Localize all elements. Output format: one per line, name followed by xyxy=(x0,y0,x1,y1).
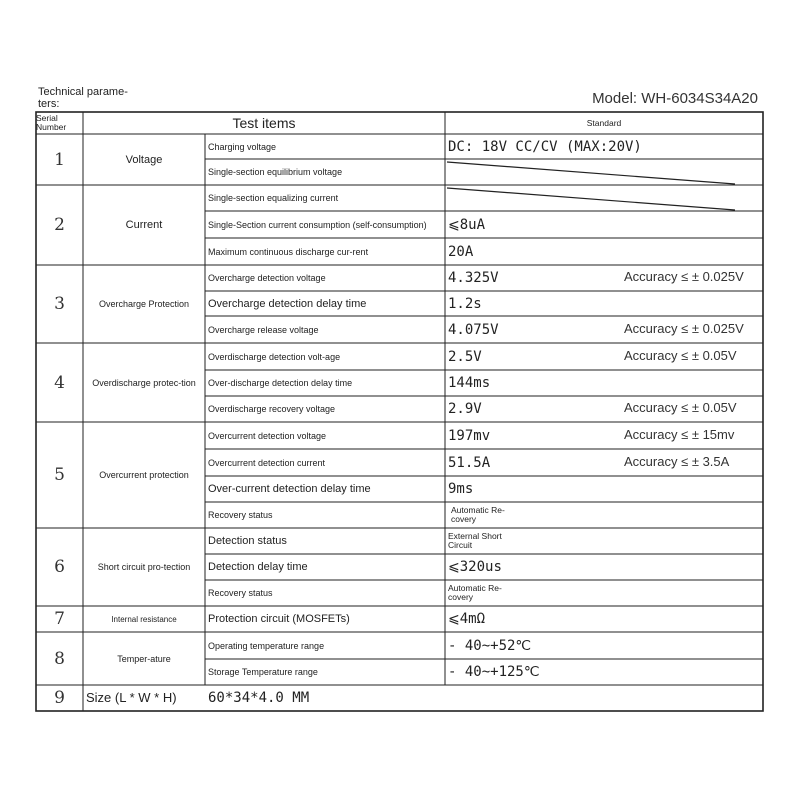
test-item: Overcurrent detection voltage xyxy=(208,430,327,441)
standard-value: 9ms xyxy=(448,481,474,497)
header-standard: Standard xyxy=(586,117,622,128)
accuracy-note: Accuracy ≤ ± 15mv xyxy=(624,427,735,442)
serial-7: 7 xyxy=(54,609,65,629)
standard-value: - 40~+125℃ xyxy=(448,664,540,680)
category-overdischarge-protection: Overdischarge protec-tion xyxy=(92,377,196,388)
standard-value: 144ms xyxy=(448,375,491,391)
test-item: Single-section equilibrium voltage xyxy=(208,167,343,177)
standard-value: 1.2s xyxy=(448,295,482,312)
standard-value: 197mv xyxy=(448,427,491,444)
standard-value: External Short Circuit xyxy=(448,531,502,550)
category-temperature: Temper-ature xyxy=(117,653,171,664)
standard-value: Automatic Re-covery xyxy=(451,505,505,524)
header-serial-number: Serial Number xyxy=(36,113,67,132)
standard-value: - 40~+52℃ xyxy=(448,637,532,654)
test-item: Overdischarge recovery voltage xyxy=(208,404,336,414)
serial-5: 5 xyxy=(54,465,65,485)
standard-value: 4.325V xyxy=(448,270,499,286)
standard-value: ⩽8uA xyxy=(448,216,486,233)
model-number: Model: WH-6034S34A20 xyxy=(592,90,758,107)
test-item: Recovery status xyxy=(208,588,273,598)
standard-value: ⩽4mΩ xyxy=(448,611,486,627)
standard-value: 2.5V xyxy=(448,348,482,365)
standard-value: DC: 18V CC/CV (MAX:20V) xyxy=(448,138,642,155)
category-voltage: Voltage xyxy=(125,153,163,166)
test-item: Overcharge release voltage xyxy=(208,324,319,335)
category-short-circuit-protection: Short circuit pro-tection xyxy=(97,562,191,572)
standard-value: 20A xyxy=(448,243,474,260)
standard-value: ⩽320us xyxy=(448,559,502,575)
category-size: Size (L * W * H) xyxy=(86,690,177,705)
test-item: Maximum continuous discharge cur-rent xyxy=(208,246,369,257)
accuracy-note: Accuracy ≤ ± 0.05V xyxy=(624,348,737,363)
serial-4: 4 xyxy=(54,372,65,393)
test-item: Charging voltage xyxy=(208,141,277,152)
standard-value: 51.5A xyxy=(448,454,491,471)
accuracy-note: Accuracy ≤ ± 0.05V xyxy=(624,400,737,415)
test-item: Detection status xyxy=(208,535,287,547)
accuracy-note: Accuracy ≤ ± 3.5A xyxy=(624,454,730,469)
accuracy-note: Accuracy ≤ ± 0.025V xyxy=(624,321,744,336)
test-item: Detection delay time xyxy=(208,561,308,573)
test-item: Single-section equalizing current xyxy=(208,193,339,203)
standard-value: 2.9V xyxy=(448,401,482,417)
category-overcharge-protection: Overcharge Protection xyxy=(98,299,190,309)
size-value: 60*34*4.0 MM xyxy=(208,690,310,706)
test-item: Protection circuit (MOSFETs) xyxy=(208,613,350,625)
serial-9: 9 xyxy=(54,688,65,708)
test-item: Single-Section current consumption (self-consumption) xyxy=(208,219,427,230)
serial-3: 3 xyxy=(54,294,65,314)
accuracy-note: Accuracy ≤ ± 0.025V xyxy=(624,269,744,284)
test-item: Storage Temperature range xyxy=(208,667,318,677)
standard-value: Automatic Re-covery xyxy=(448,583,502,602)
test-item: Overcurrent detection current xyxy=(208,457,326,468)
test-item: Overdischarge detection volt-age xyxy=(208,351,341,362)
test-item: Operating temperature range xyxy=(208,640,325,651)
test-item: Over-current detection delay time xyxy=(208,483,371,495)
test-item: Overcharge detection delay time xyxy=(208,297,367,310)
category-current: Current xyxy=(125,219,163,231)
header-test-items: Test items xyxy=(232,115,296,131)
category-internal-resistance: Internal resistance xyxy=(111,614,177,624)
serial-6: 6 xyxy=(54,557,65,577)
test-item: Over-discharge detection delay time xyxy=(208,378,353,388)
test-item: Overcharge detection voltage xyxy=(208,273,326,283)
serial-8: 8 xyxy=(54,648,65,669)
serial-1: 1 xyxy=(54,149,65,170)
category-overcurrent-protection: Overcurrent protection xyxy=(99,470,189,480)
document-caption: Technical parame-ters: xyxy=(38,86,128,110)
test-item: Recovery status xyxy=(208,510,273,520)
standard-value: 4.075V xyxy=(448,321,499,338)
serial-2: 2 xyxy=(54,215,65,235)
